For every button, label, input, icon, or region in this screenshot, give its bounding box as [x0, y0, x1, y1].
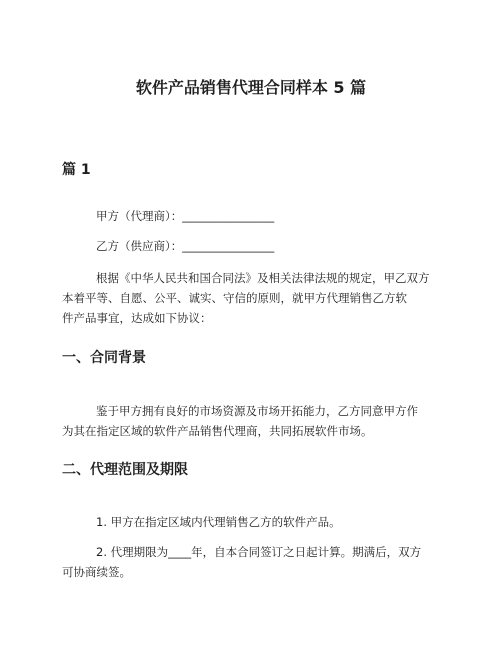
- section-heading: 一、合同背景: [62, 350, 146, 366]
- section1-line: 为其在指定区域的软件产品销售代理商，共同拓展软件市场。: [62, 424, 373, 438]
- section2-item2: [62, 542, 442, 582]
- part-heading: 篇 1: [62, 162, 91, 178]
- section2-item2-line: 2. 代理期限为____年，自本合同签订之日起计算。期满后，双方: [96, 545, 422, 559]
- party-b-line: 乙方（供应商）：________________: [96, 239, 275, 253]
- section-heading: 二、代理范围及期限: [62, 462, 188, 478]
- section1-line: 鉴于甲方拥有良好的市场资源及市场开拓能力，乙方同意甲方作: [96, 404, 418, 418]
- preamble-line: 本着平等、自愿、公平、诚实、守信的原则，就甲方代理销售乙方软: [62, 291, 407, 305]
- section2-item2-line: 可协商续签。: [62, 565, 131, 579]
- preamble-line: 根据《中华人民共和国合同法》及相关法律法规的规定，甲乙双方: [96, 271, 430, 285]
- section1-paragraph: [62, 401, 442, 441]
- party-a-line: 甲方（代理商）：________________: [96, 209, 275, 223]
- preamble-line: 件产品事宜，达成如下协议：: [62, 311, 212, 325]
- section2-item1: [62, 512, 442, 532]
- document-title: 软件产品销售代理合同样本 5 篇: [135, 78, 367, 97]
- preamble-paragraph: [62, 268, 442, 328]
- section2-item1-line: 1. 甲方在指定区域内代理销售乙方的软件产品。: [96, 515, 341, 529]
